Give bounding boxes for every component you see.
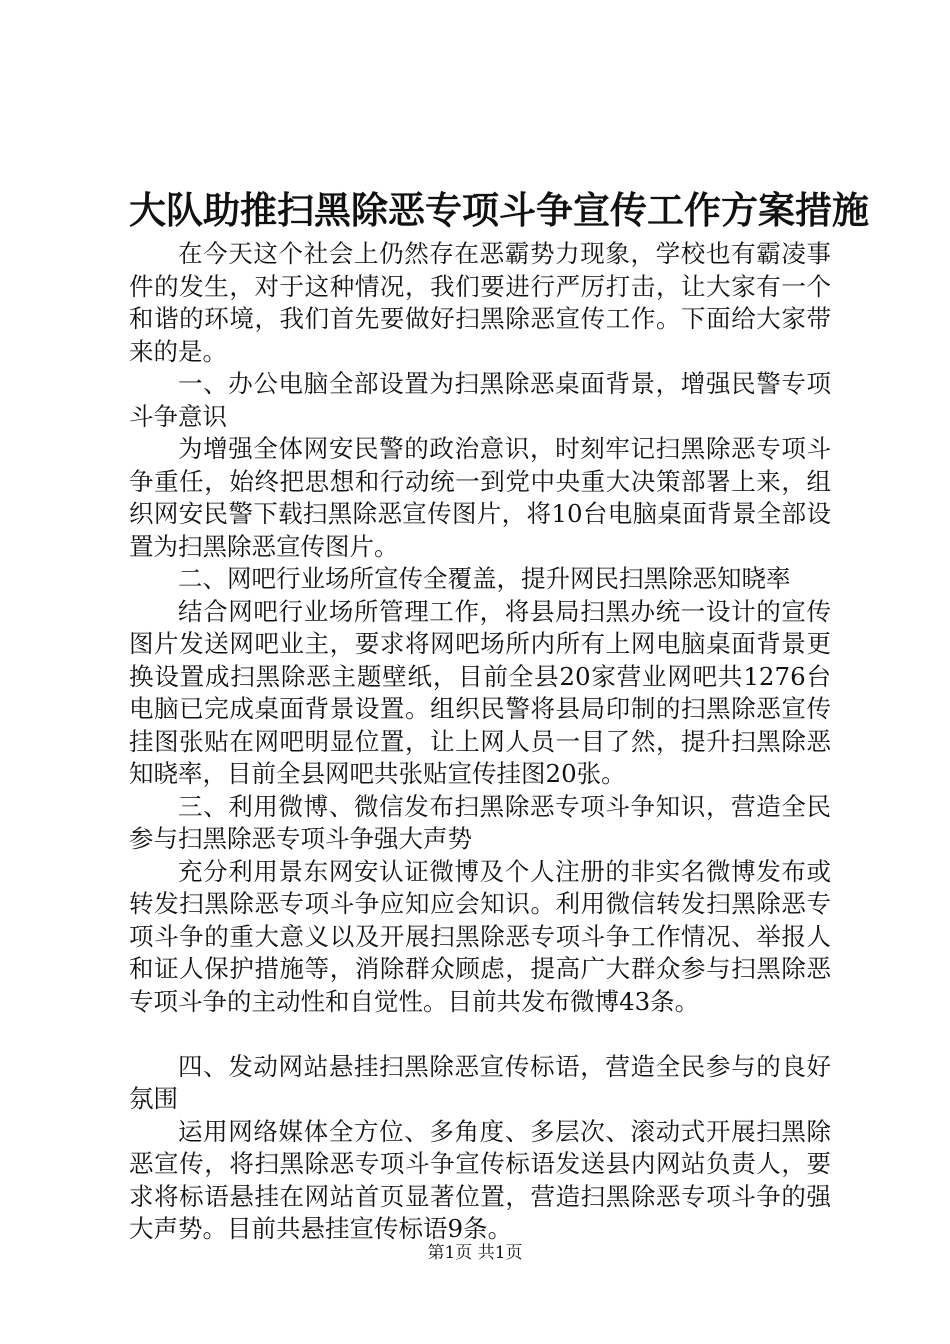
document-body	[129, 238, 831, 1246]
section-body-4: 运用网络媒体全方位、多角度、多层次、滚动式开展扫黑除恶宣传，将扫黑除恶专项斗争宣传标语发送县内网站负责人，要求将标语悬挂在网站首页显著位置，营造扫黑除恶专项斗争的强大声势。目前共悬挂宣传标语9条。	[129, 1116, 831, 1243]
intro-paragraph: 在今天这个社会上仍然存在恶霸势力现象，学校也有霸凌事件的发生，对于这种情况，我们要进行严厉打击，让大家有一个和谐的环境，我们首先要做好扫黑除恶宣传工作。下面给大家带来的是。	[129, 239, 831, 366]
section-heading-2: 二、网吧行业场所宣传全覆盖，提升网民扫黑除恶知晓率	[178, 564, 791, 593]
section-heading-4: 四、发动网站悬挂扫黑除恶宣传标语，营造全民参与的良好氛围	[129, 1051, 831, 1113]
section-heading-1: 一、办公电脑全部设置为扫黑除恶桌面背景，增强民警专项斗争意识	[129, 369, 831, 431]
section-heading-3: 三、利用微博、微信发布扫黑除恶专项斗争知识，营造全民参与扫黑除恶专项斗争强大声势	[129, 791, 831, 853]
section-body-2: 结合网吧行业场所管理工作，将县局扫黑办统一设计的宣传图片发送网吧业主，要求将网吧场所内所有上网电脑桌面背景更换设置成扫黑除恶主题壁纸，目前全县20家营业网吧共1276台电脑已完成桌面背景设置。组织民警将县局印制的扫黑除恶宣传挂图张贴在网吧明显位置，让上网人员一目了然，提升扫黑除恶知晓率，目前全县网吧共张贴宣传挂图20张。	[129, 596, 831, 788]
document-title: 大队助推扫黑除恶专项斗争宣传工作方案措施	[129, 188, 869, 232]
document-page	[129, 188, 869, 1246]
blank-line	[129, 1018, 831, 1051]
section-body-1: 为增强全体网安民警的政治意识，时刻牢记扫黑除恶专项斗争重任，始终把思想和行动统一到党中央重大决策部署上来，组织网安民警下载扫黑除恶宣传图片，将10台电脑桌面背景全部设置为扫黑除恶宣传图片。	[129, 434, 831, 561]
page-footer: 第1页 共1页	[427, 1243, 523, 1263]
section-body-3: 充分利用景东网安认证微博及个人注册的非实名微博发布或转发扫黑除恶专项斗争应知应会知识。利用微信转发扫黑除恶专项斗争的重大意义以及开展扫黑除恶专项斗争工作情况、举报人和证人保护措施等，消除群众顾虑，提高广大群众参与扫黑除恶专项斗争的主动性和自觉性。目前共发布微博43条。	[129, 856, 831, 1016]
